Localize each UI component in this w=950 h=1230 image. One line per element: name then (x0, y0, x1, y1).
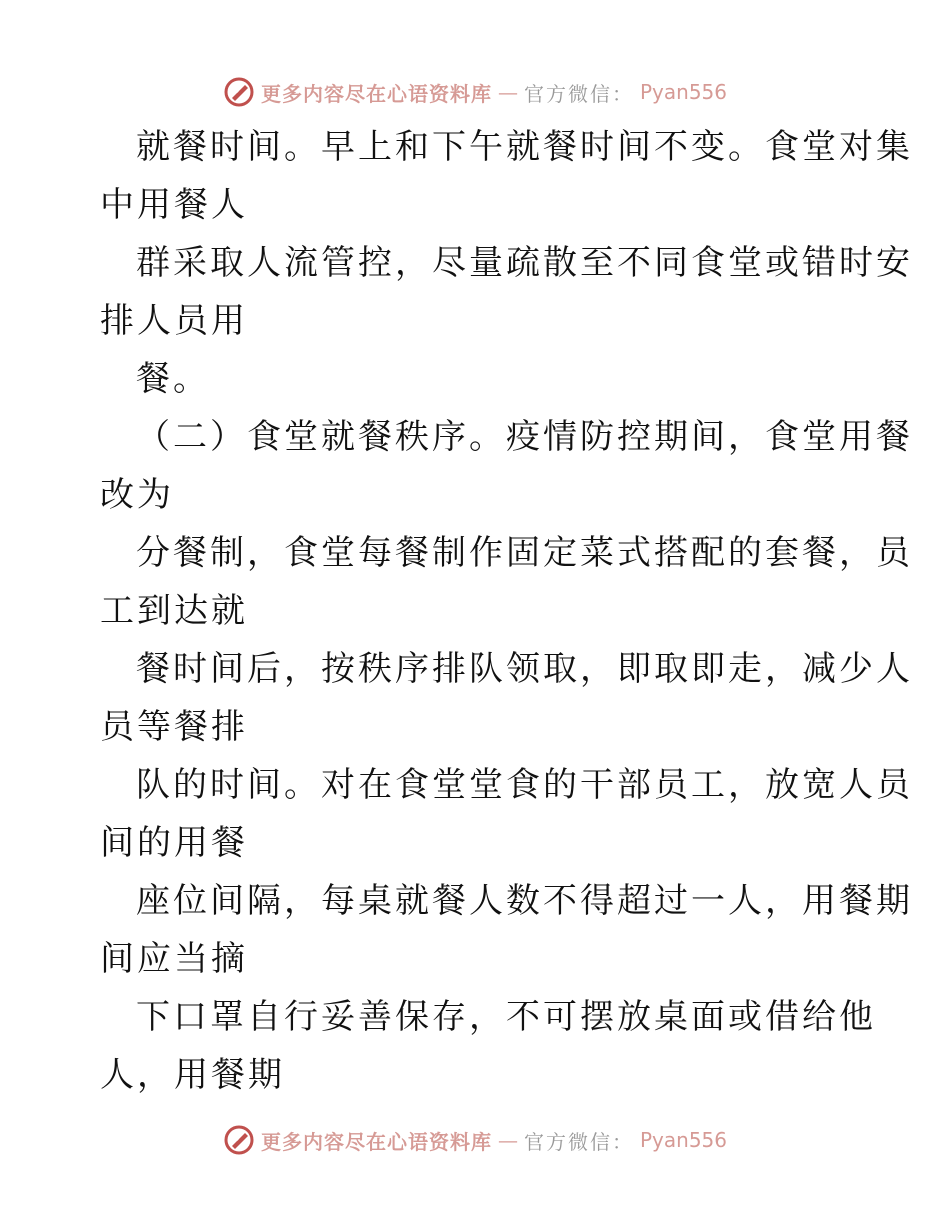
text-line: 员等餐排 (100, 707, 248, 747)
text-line: 群采取人流管控，尽量疏散至不同食堂或错时安 (136, 243, 913, 283)
text-line: 间应当摘 (100, 939, 248, 979)
text-line: 座位间隔，每桌就餐人数不得超过一人，用餐期 (136, 881, 913, 921)
watermark-wechat-id: Pyan556 (639, 1128, 727, 1152)
watermark-dash: — (497, 1128, 518, 1152)
text-line: 就餐时间。早上和下午就餐时间不变。食堂对集 (136, 127, 913, 167)
text-line: 餐。 (136, 359, 210, 399)
text-line: 下口罩自行妥善保存，不可摆放桌面或借给他 (136, 997, 876, 1037)
watermark-wechat-label: 官方微信： (523, 1129, 634, 1154)
watermark-wechat-label: 官方微信： (523, 81, 634, 106)
header-watermark (0, 72, 950, 112)
text-line: 工到达就 (100, 591, 248, 631)
text-line: （二）食堂就餐秩序。疫情防控期间，食堂用餐 (136, 417, 913, 457)
document-body (100, 118, 913, 1104)
text-line: 改为 (100, 475, 174, 515)
text-line: 队的时间。对在食堂堂食的干部员工，放宽人员 (136, 765, 913, 805)
watermark-brand: 更多内容尽在心语资料库 (260, 81, 492, 106)
watermark-dash: — (497, 80, 518, 104)
text-line: 餐时间后，按秩序排队领取，即取即走，减少人 (136, 649, 913, 689)
watermark-brand: 更多内容尽在心语资料库 (260, 1129, 492, 1154)
text-line: 中用餐人 (100, 185, 248, 225)
text-line: 人，用餐期 (100, 1055, 285, 1095)
text-line: 分餐制，食堂每餐制作固定菜式搭配的套餐，员 (136, 533, 913, 573)
watermark-wechat-id: Pyan556 (639, 80, 727, 104)
footer-watermark (0, 1120, 950, 1160)
brand-logo-icon (223, 1124, 255, 1156)
brand-logo-icon (223, 76, 255, 108)
text-line: 排人员用 (100, 301, 248, 341)
text-line: 间的用餐 (100, 823, 248, 863)
